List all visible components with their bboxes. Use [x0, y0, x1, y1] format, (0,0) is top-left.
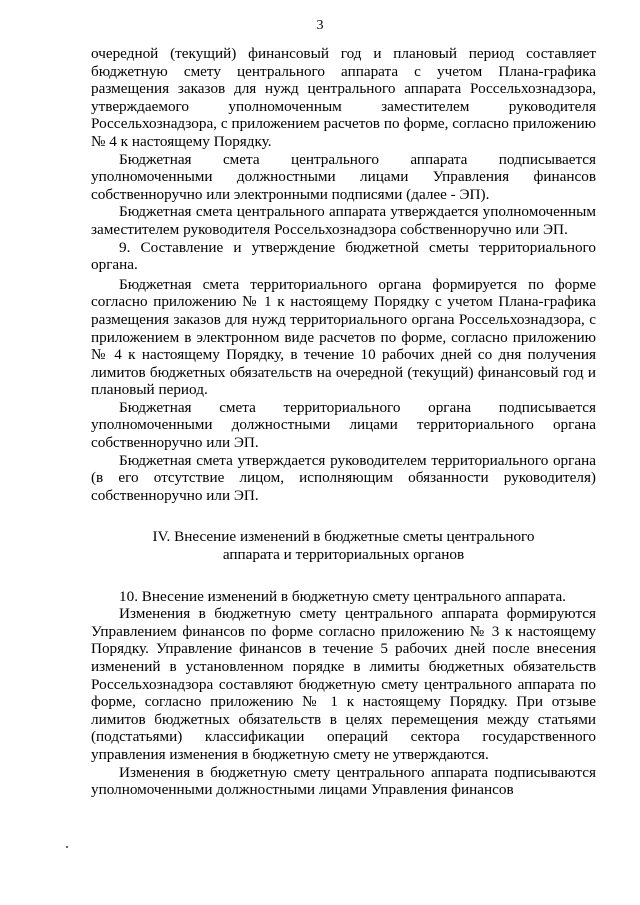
scan-speck	[66, 846, 68, 848]
paragraph-approval-central: Бюджетная смета центрального аппарата утверждается уполномоченным заместителем руководителя Россельхознадзора собственноручно или ЭП.	[91, 203, 596, 238]
clause-10-title: 10. Внесение изменений в бюджетную смету центрального аппарата.	[119, 587, 566, 605]
paragraph-changes-signing: Изменения в бюджетную смету центрального аппарата подписываются уполномоченными должностными лицами Управления финансов	[91, 763, 596, 799]
paragraph-territorial-signing: Бюджетная смета территориального органа подписывается уполномоченными должностными лицами территориального органа собственноручно или ЭП.	[91, 398, 596, 452]
paragraph-continuation: очередной (текущий) финансовый год и плановый период составляет бюджетную смету центрального аппарата с учетом Плана-графика размещения заказов для нужд центрального аппарата Россельхознадзора, утверждаемого уполномоченным заместителем руководителя Россельхознадзора, с приложением расчетов по форме, согласно приложению № 4 к настоящему Порядку.	[91, 45, 596, 150]
paragraph-changes-formation: Изменения в бюджетную смету центрального аппарата формируются Управлением финансов по форме согласно приложению № 3 к настоящему Порядку. Управление финансов в течение 5 рабочих дней после внесения изменений в установленном порядке в лимиты бюджетных обязательств Россельхознадзора составляют бюджетную смету центрального аппарата по форме, согласно приложению № 1 к настоящему Порядку. При отзыве лимитов бюджетных обязательств в целях перемещения между статьями (подстатьями) классификации операций сектора государственного управления изменения в бюджетную смету не утверждаются.	[91, 605, 596, 763]
paragraph-territorial-approval: Бюджетная смета утверждается руководителем территориального органа (в его отсутствие лицом, исполняющим обязанности руководителя) собственноручно или ЭП.	[91, 451, 596, 504]
page-number: 3	[316, 18, 324, 33]
paragraph-signing-central: Бюджетная смета центрального аппарата подписывается уполномоченными должностными лицами Управления финансов собственноручно или электронными подписями (далее - ЭП).	[91, 150, 596, 203]
document-body	[91, 45, 596, 799]
section-heading-line-2: аппарата и территориальных органов	[222, 546, 465, 564]
paragraph-territorial-formation: Бюджетная смета территориального органа формируется по форме согласно приложению № 1 к настоящему Порядку с учетом Плана-графика размещения заказов для нужд территориального органа Россельхознадзора, с приложением в электронном виде расчетов по форме, согласно приложению № 4 к настоящему Порядку, в течение 10 рабочих дней со дня получения лимитов бюджетных обязательств на очередной (текущий) финансовый год и плановый период.	[91, 275, 596, 399]
clause-9-title: 9. Составление и утверждение бюджетной сметы территориального органа.	[91, 238, 596, 274]
section-heading-line-1: IV. Внесение изменений в бюджетные сметы центрального	[152, 528, 535, 546]
section-heading-iv	[91, 528, 596, 563]
